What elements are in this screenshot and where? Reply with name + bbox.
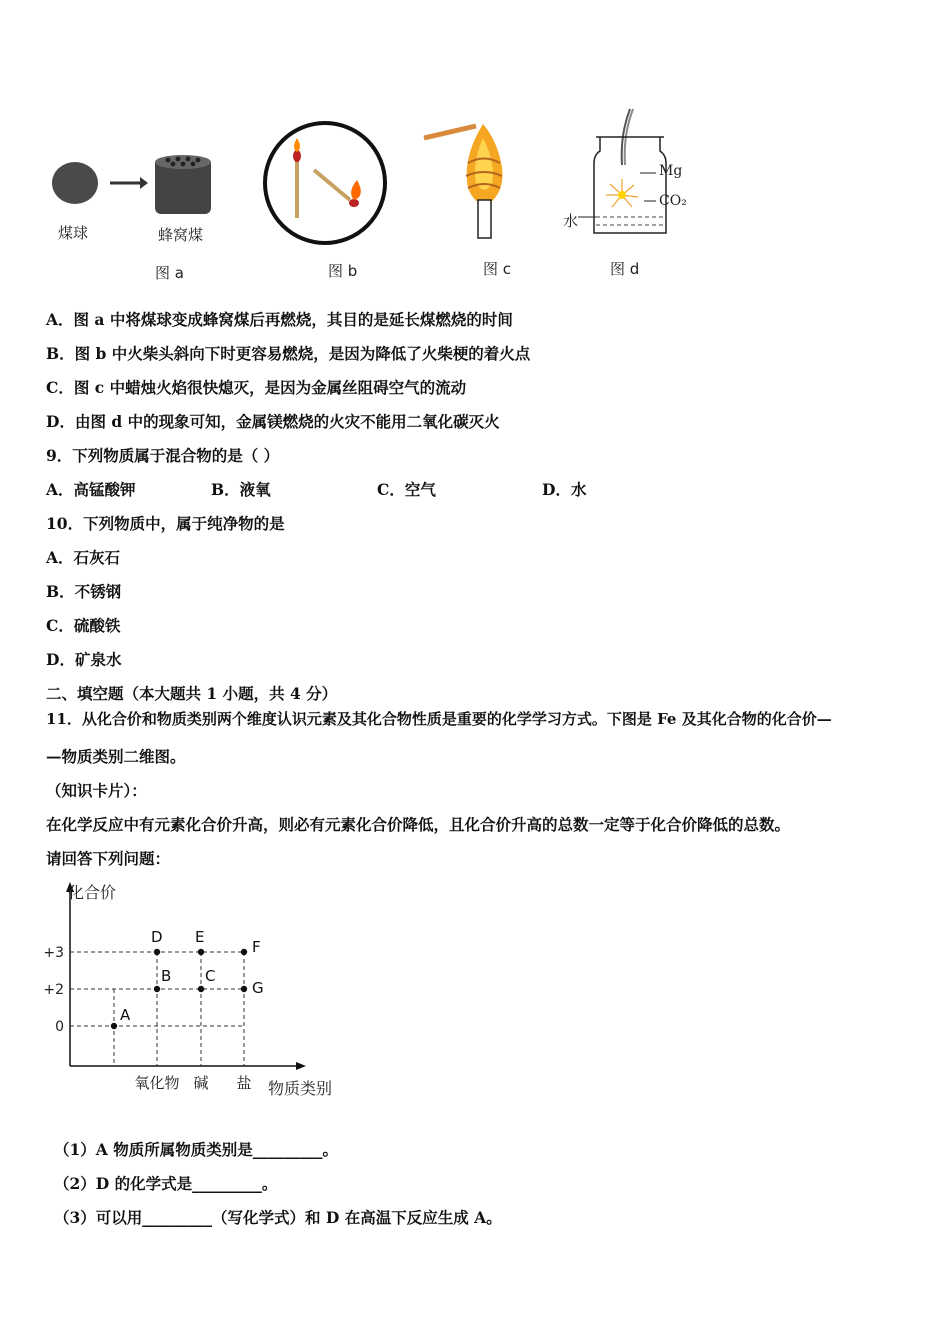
x-tick-label: 氧化物 xyxy=(134,1074,180,1092)
figure-c-drawing xyxy=(420,118,530,243)
data-point xyxy=(111,1023,117,1029)
q10-option-b: B．不锈钢 xyxy=(46,582,122,601)
point-label: B xyxy=(161,967,172,985)
figure-b-caption: 图 b xyxy=(328,262,358,280)
figure-a-drawing xyxy=(48,150,238,290)
q9-stem: 9．下列物质属于混合物的是（ ） xyxy=(46,446,280,465)
data-point xyxy=(154,949,160,955)
q9-option-c: C．空气 xyxy=(377,480,436,499)
figure-b xyxy=(262,120,392,250)
x-axis-arrow xyxy=(296,1062,306,1070)
point-label: F xyxy=(252,938,261,956)
y-tick-label: +3 xyxy=(43,945,64,961)
figure-d-caption: 图 d xyxy=(610,260,640,278)
mg-label: Mg xyxy=(659,163,683,179)
q11-sub-3: （3）可以用_________（写化学式）和 D 在高温下反应生成 A。 xyxy=(54,1208,502,1227)
valence-category-chart xyxy=(40,878,360,1108)
figure-a xyxy=(48,150,238,290)
co2-label: CO₂ xyxy=(659,193,687,209)
honeycomb-coal-label: 蜂窝煤 xyxy=(158,226,204,244)
q11-stem-line1: 11．从化合价和物质类别两个维度认识元素及其化合物性质是重要的化学学习方式。下图是 Fe 及其化合物的化合价— xyxy=(46,710,832,728)
data-point xyxy=(154,986,160,992)
figure-c xyxy=(420,118,530,243)
q10-option-c: C．硫酸铁 xyxy=(46,616,121,635)
y-tick-label: 0 xyxy=(55,1019,64,1035)
figure-a-caption: 图 a xyxy=(155,264,184,282)
answer-prompt: 请回答下列问题： xyxy=(46,849,171,868)
q8-option-d: D．由图 d 中的现象可知，金属镁燃烧的火灾不能用二氧化碳灭火 xyxy=(46,412,500,431)
data-point xyxy=(198,986,204,992)
chart-svg xyxy=(40,878,360,1108)
section-2-title: 二、填空题（本大题共 1 小题，共 4 分） xyxy=(46,684,338,703)
x-tick-label: 碱 xyxy=(193,1074,209,1092)
data-point xyxy=(241,986,247,992)
knowledge-card-title: （知识卡片）： xyxy=(46,781,147,800)
q8-option-a: A．图 a 中将煤球变成蜂窝煤后再燃烧，其目的是延长煤燃烧的时间 xyxy=(46,310,513,329)
point-label: G xyxy=(252,979,264,997)
q11-sub-2: （2）D 的化学式是_________。 xyxy=(54,1174,278,1193)
q8-option-b: B．图 b 中火柴头斜向下时更容易燃烧，是因为降低了火柴梗的着火点 xyxy=(46,344,531,363)
data-point xyxy=(198,949,204,955)
q11-stem-line2: —物质类别二维图。 xyxy=(46,747,186,766)
data-point xyxy=(241,949,247,955)
y-tick-label: +2 xyxy=(43,982,64,998)
point-label: A xyxy=(120,1006,131,1024)
q9-option-b: B．液氧 xyxy=(211,480,271,499)
q9-option-d: D．水 xyxy=(542,480,587,499)
q10-option-a: A．石灰石 xyxy=(46,548,121,567)
q10-option-d: D．矿泉水 xyxy=(46,650,122,669)
point-label: E xyxy=(195,928,205,946)
q11-sub-1: （1）A 物质所属物质类别是_________。 xyxy=(54,1140,338,1159)
coal-ball-label: 煤球 xyxy=(58,224,89,242)
x-tick-label: 盐 xyxy=(236,1074,252,1092)
q9-option-a: A．高锰酸钾 xyxy=(46,480,136,499)
knowledge-card-text: 在化学反应中有元素化合价升高，则必有元素化合价降低，且化合价升高的总数一定等于化合价降低的总数。 xyxy=(46,815,791,834)
water-label: 水 xyxy=(563,212,579,230)
point-label: D xyxy=(151,928,163,946)
point-label: C xyxy=(205,967,216,985)
figure-b-drawing xyxy=(262,120,392,250)
figure-c-caption: 图 c xyxy=(483,260,512,278)
q8-option-c: C．图 c 中蜡烛火焰很快熄灭，是因为金属丝阻碍空气的流动 xyxy=(46,378,467,397)
y-axis-label: 化合价 xyxy=(68,883,117,902)
x-axis-label: 物质类别 xyxy=(268,1079,333,1098)
q10-stem: 10．下列物质中，属于纯净物的是 xyxy=(46,514,285,533)
